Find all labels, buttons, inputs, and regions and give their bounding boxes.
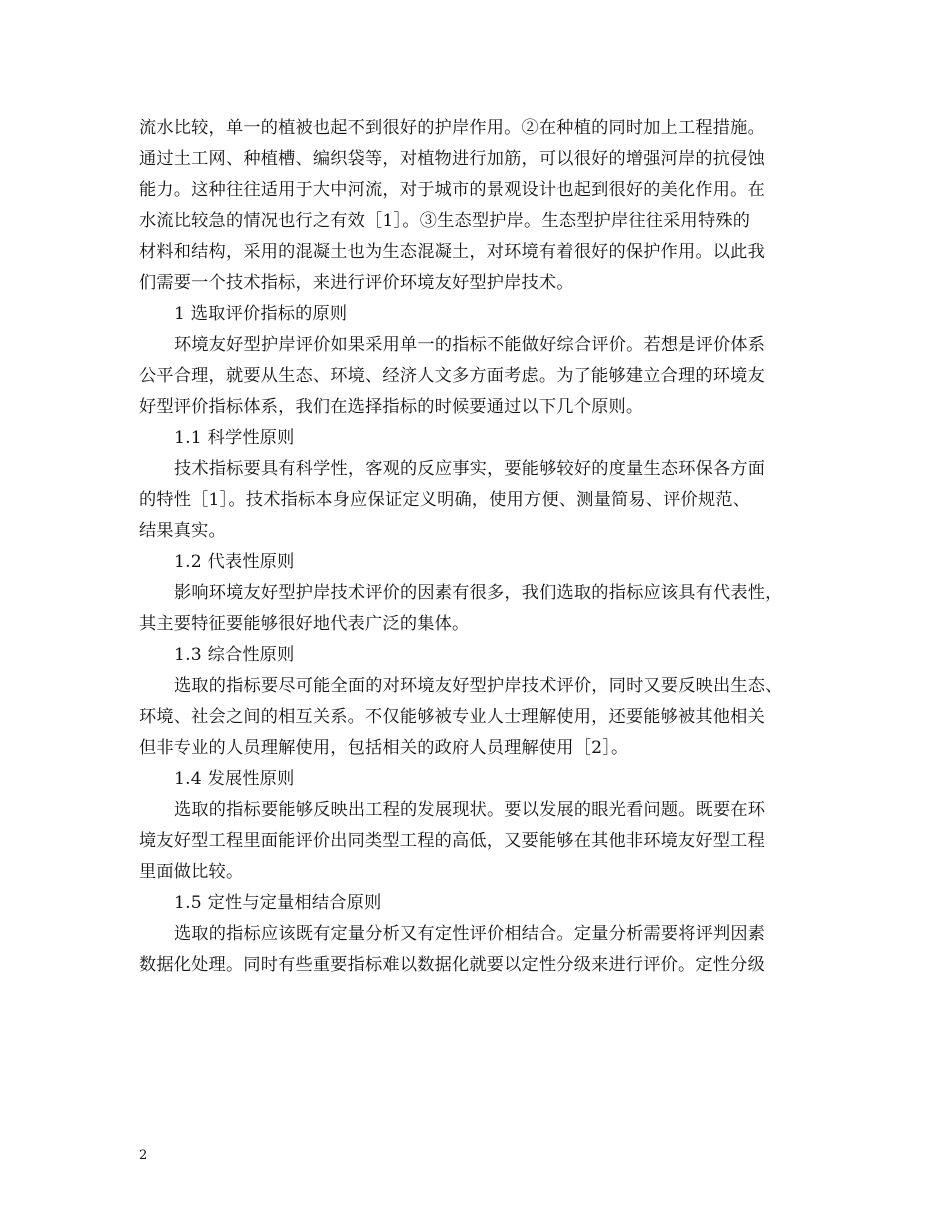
section-heading-1-4: 1.4 发展性原则	[174, 769, 295, 789]
paragraph-1-5	[139, 919, 815, 981]
text-line: 选取的指标要尽可能全面的对环境友好型护岸技术评价，同时又要反映出生态、	[174, 676, 783, 696]
paragraph-1	[139, 330, 815, 423]
text-line: 的特性［1］。技术指标本身应保证定义明确，使用方便、测量简易、评价规范、	[139, 490, 751, 510]
text-line: 其主要特征要能够很好地代表广泛的集体。	[139, 614, 470, 634]
text-line: 里面做比较。	[139, 862, 244, 882]
text-line: 公平合理，就要从生态、环境、经济人文多方面考虑。为了能够建立合理的环境友	[139, 366, 765, 386]
paragraph-1-1	[139, 454, 815, 547]
page-body	[139, 113, 815, 981]
text-line: 但非专业的人员理解使用，包括相关的政府人员理解使用［2］。	[139, 738, 629, 758]
section-heading-1: 1 选取评价指标的原则	[174, 304, 348, 324]
text-line: 能力。这种往往适用于大中河流，对于城市的景观设计也起到很好的美化作用。在	[139, 180, 765, 200]
text-line: 们需要一个技术指标，来进行评价环境友好型护岸技术。	[139, 273, 574, 293]
text-line: 结果真实。	[139, 521, 226, 541]
paragraph-1-3	[139, 671, 815, 764]
section-heading-1-5: 1.5 定性与定量相结合原则	[174, 893, 382, 913]
text-line: 环境友好型护岸评价如果采用单一的指标不能做好综合评价。若想是评价体系	[174, 335, 766, 355]
paragraph-1-2	[139, 578, 815, 640]
paragraph-1-4	[139, 795, 815, 888]
text-line: 境友好型工程里面能评价出同类型工程的高低，又要能够在其他非环境友好型工程	[139, 831, 765, 851]
text-line: 环境、社会之间的相互关系。不仅能够被专业人士理解使用，还要能够被其他相关	[139, 707, 765, 727]
paragraph-intro	[139, 113, 815, 299]
text-line: 材料和结构，采用的混凝土也为生态混凝土，对环境有着很好的保护作用。以此我	[139, 242, 765, 262]
text-line: 好型评价指标体系，我们在选择指标的时候要通过以下几个原则。	[139, 397, 644, 417]
section-heading-1-2: 1.2 代表性原则	[174, 552, 295, 572]
text-line: 水流比较急的情况也行之有效［1］。③生态型护岸。生态型护岸往往采用特殊的	[139, 211, 751, 231]
section-heading-1-3: 1.3 综合性原则	[174, 645, 295, 665]
text-line: 流水比较，单一的植被也起不到很好的护岸作用。②在种植的同时加上工程措施。	[139, 118, 765, 138]
section-heading-1-1: 1.1 科学性原则	[174, 428, 295, 448]
text-line: 影响环境友好型护岸技术评价的因素有很多，我们选取的指标应该具有代表性，	[174, 583, 783, 603]
text-line: 技术指标要具有科学性，客观的反应事实，要能够较好的度量生态环保各方面	[174, 459, 766, 479]
text-line: 数据化处理。同时有些重要指标难以数据化就要以定性分级来进行评价。定性分级	[139, 955, 765, 975]
page-number: 2	[139, 1148, 148, 1163]
text-line: 选取的指标应该既有定量分析又有定性评价相结合。定量分析需要将评判因素	[174, 924, 766, 944]
text-line: 选取的指标要能够反映出工程的发展现状。要以发展的眼光看问题。既要在环	[174, 800, 766, 820]
text-line: 通过土工网、种植槽、编织袋等，对植物进行加筋，可以很好的增强河岸的抗侵蚀	[139, 149, 765, 169]
